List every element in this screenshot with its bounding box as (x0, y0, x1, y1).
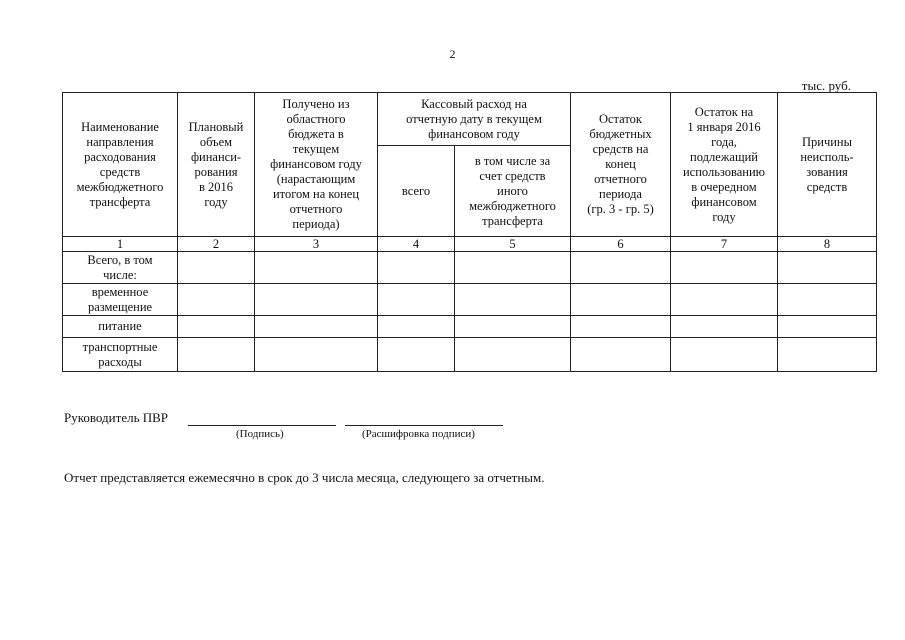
header-reasons: Причины неисполь- зования средств (778, 93, 877, 237)
table-row (63, 252, 877, 284)
header-name: Наименование направления расходования средств межбюджетного трансферта (63, 93, 178, 237)
header-received: Получено из областного бюджета в текущем финансовом году (нарастающим итогом на конец отчетного периода) (255, 93, 378, 237)
column-number-row (63, 237, 877, 252)
row-label: транспортные расходы (63, 338, 178, 372)
signature-line (188, 425, 336, 426)
header-balance: Остаток бюджетных средств на конец отчетного периода (гр. 3 - гр. 5) (571, 93, 671, 237)
table-row (63, 338, 877, 372)
table-cell (255, 316, 378, 338)
signature-label: Руководитель ПВР (64, 410, 169, 425)
table-cell (778, 252, 877, 284)
table-cell (571, 252, 671, 284)
table-row (63, 284, 877, 316)
table-cell (378, 338, 455, 372)
table-cell (671, 252, 778, 284)
signature-caption: (Подпись) (236, 428, 284, 440)
page-number: 2 (449, 47, 456, 61)
table-cell (255, 338, 378, 372)
table-cell (671, 284, 778, 316)
table-cell (178, 338, 255, 372)
signature-decode-line (345, 425, 503, 426)
column-number: 2 (178, 237, 255, 252)
table-cell (671, 316, 778, 338)
column-number: 5 (455, 237, 571, 252)
units-label: тыс. руб. (801, 78, 851, 93)
table-cell (455, 284, 571, 316)
table-cell (778, 338, 877, 372)
row-label: Всего, в том числе: (63, 252, 178, 284)
row-label: временное размещение (63, 284, 178, 316)
submission-note: Отчет представляется ежемесячно в срок до 3 числа месяца, следующего за отчетным. (64, 470, 545, 485)
header-planned: Плановый объем финанси- рования в 2016 году (178, 93, 255, 237)
table-cell (571, 316, 671, 338)
column-number: 6 (571, 237, 671, 252)
table-cell (378, 252, 455, 284)
table-cell (378, 316, 455, 338)
column-number: 8 (778, 237, 877, 252)
table-cell (178, 252, 255, 284)
table-row (63, 316, 877, 338)
table-cell (455, 316, 571, 338)
header-cash-group: Кассовый расход на отчетную дату в текущем финансовом году (378, 93, 571, 146)
column-number: 7 (671, 237, 778, 252)
row-label: питание (63, 316, 178, 338)
table-cell (455, 252, 571, 284)
header-cash-total: всего (378, 146, 455, 237)
table-cell (178, 316, 255, 338)
signature-decode-caption: (Расшифровка подписи) (362, 428, 475, 440)
column-number: 3 (255, 237, 378, 252)
column-number: 4 (378, 237, 455, 252)
table-cell (255, 252, 378, 284)
table-cell (571, 284, 671, 316)
table-cell (455, 338, 571, 372)
table-cell (255, 284, 378, 316)
header-balance-jan: Остаток на 1 января 2016 года, подлежащий использованию в очередном финансовом году (671, 93, 778, 237)
report-table (62, 92, 877, 372)
table-cell (671, 338, 778, 372)
column-number: 1 (63, 237, 178, 252)
table-cell (778, 316, 877, 338)
table-cell (378, 284, 455, 316)
header-cash-other: в том числе за счет средств иного межбюджетного трансферта (455, 146, 571, 237)
table-cell (778, 284, 877, 316)
table-cell (178, 284, 255, 316)
table-cell (571, 338, 671, 372)
